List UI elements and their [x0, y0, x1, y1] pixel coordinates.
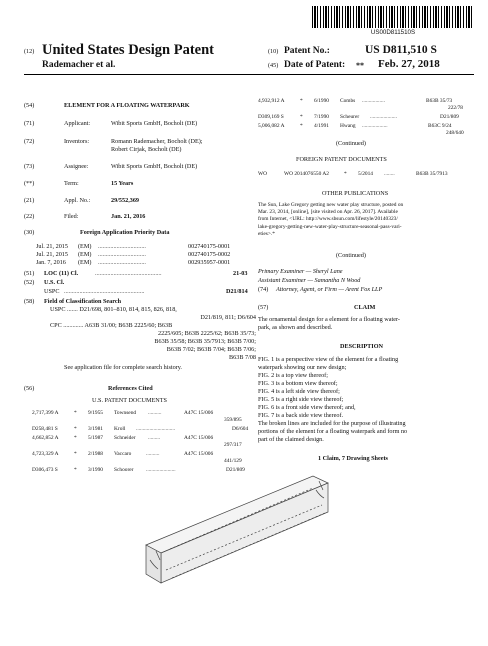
dot-leader: .......... — [148, 410, 162, 416]
ref-number: D309,169 S — [258, 114, 284, 120]
barcode-number: US00D811510S — [370, 29, 416, 36]
patent-no-label: Patent No.: — [284, 46, 330, 56]
ref-date: 2/1988 — [88, 451, 103, 457]
search-line: B63B 7/02; B63B 7/04; B63B 7/06; — [166, 346, 256, 353]
code-57: (57) — [258, 304, 269, 311]
foreign-documents-title: FOREIGN PATENT DOCUMENTS — [296, 156, 387, 163]
ref-name: Townsend — [114, 410, 137, 416]
ref-class-secondary: 441/129 — [224, 458, 242, 464]
claims-summary: 1 Claim, 7 Drawing Sheets — [318, 455, 388, 462]
kind-code-12: (12) — [24, 48, 35, 55]
code-51: (51) — [24, 270, 35, 277]
priority-row — [36, 251, 256, 259]
priority-date: Jan. 7, 2016 — [36, 259, 66, 266]
description-line: portions of the element for a floating waterpark and form no — [258, 428, 408, 435]
ref-date: 3/1981 — [88, 426, 103, 432]
ref-class: A47C 15/006 — [184, 435, 214, 441]
priority-list — [36, 243, 256, 267]
ref-class: A47C 15/006 — [184, 410, 214, 416]
priority-office: (EM) — [78, 259, 92, 266]
dot-leader: ................... — [362, 123, 388, 129]
foreign-office: WO — [258, 171, 267, 177]
ref-star: * — [74, 426, 77, 432]
barcode — [312, 6, 474, 28]
ref-number: 4,662,852 A — [32, 435, 59, 441]
reference-row — [258, 114, 470, 123]
assistant-examiner: Assistant Examiner — Samantha N Wood — [258, 277, 361, 284]
ref-class: D21/809 — [440, 114, 459, 120]
dot-leader: .................................................... — [64, 288, 145, 295]
ref-class: D21/809 — [226, 467, 245, 473]
description-text — [258, 356, 474, 444]
code-30: (30) — [24, 229, 35, 236]
ref-date: 9/1955 — [88, 410, 103, 416]
description-line: FIG. 7 is a back side view thereof. — [258, 412, 344, 419]
ref-number: 2,717,399 A — [32, 410, 59, 416]
ref-class-secondary: 248/640 — [446, 130, 464, 136]
reference-row — [32, 451, 258, 467]
us-references-left — [32, 410, 258, 476]
dot-leader: ............................... — [98, 243, 146, 250]
code-58: (58) — [24, 298, 35, 305]
ref-date: 5/1987 — [88, 435, 103, 441]
priority-row — [36, 243, 256, 251]
us-references-right — [258, 98, 470, 139]
claim-line: park, as shown and described. — [258, 324, 333, 331]
description-line: waterpark showing our new design; — [258, 364, 347, 371]
patent-type-title: United States Design Patent — [42, 42, 214, 58]
ref-name: Schoorer — [114, 467, 134, 473]
attorney: Attorney, Agent, or Firm — Arent Fox LLP — [276, 286, 383, 293]
applicant-value: Wibit Sports GmbH, Bocholt (DE) — [111, 120, 198, 127]
description-line: part of the claimed design. — [258, 436, 324, 443]
ref-number: 4,723,329 A — [32, 451, 59, 457]
ref-star: * — [300, 123, 303, 129]
reference-row — [258, 123, 470, 139]
foreign-reference-row — [258, 171, 470, 180]
dot-leader: .................... — [370, 114, 397, 120]
other-publications-text — [258, 202, 472, 238]
code-52: (52) — [24, 279, 35, 286]
ref-number: 4,932,912 A — [258, 98, 285, 104]
priority-number: 002740175-0001 — [188, 243, 231, 250]
priority-office: (EM) — [78, 251, 92, 258]
description-line: FIG. 6 is a front side view thereof; and, — [258, 404, 356, 411]
ref-class: B63C 9/24 — [428, 123, 452, 129]
loc-label: LOC (11) Cl. — [44, 270, 79, 277]
inventor-2: Robert Cirjak, Bocholt (DE) — [111, 146, 182, 153]
foreign-number: WO 2014076550 A2 — [284, 171, 329, 177]
continued-label: (Continued) — [336, 252, 366, 259]
references-title: References Cited — [108, 385, 153, 392]
dot-leader: ............................... — [98, 251, 146, 258]
ref-date: 3/1990 — [88, 467, 103, 473]
dot-leader: ...................... — [146, 467, 176, 473]
search-line: USPC ....... D21/698, 801–810, 814, 815, 826, 818, — [50, 306, 177, 313]
term-stars: ** — [356, 61, 364, 70]
priority-date: Jul. 21, 2015 — [36, 251, 68, 258]
field-of-search-label: Field of Classification Search — [44, 298, 122, 305]
appl-no-value: 29/552,369 — [111, 197, 140, 204]
term-value: 15 Years — [111, 180, 134, 187]
ref-class-secondary: 297/317 — [224, 442, 242, 448]
assignee-value: Wibit Sports GmbH, Bocholt (DE) — [111, 163, 198, 170]
description-line: FIG. 2 is a top view thereof; — [258, 372, 328, 379]
description-line: FIG. 1 is a perspective view of the element for a floating — [258, 356, 399, 363]
code-74: (74) — [258, 286, 269, 293]
ref-name: Vaccaro — [114, 451, 132, 457]
ref-star: * — [74, 410, 77, 416]
search-line: 2225/605; B63B 2225/62; B63B 35/73; — [158, 330, 256, 337]
description-line: FIG. 5 is a right side view thereof; — [258, 396, 344, 403]
dot-leader: ............................... — [98, 259, 146, 266]
reference-row — [32, 435, 258, 451]
inventors-label: Inventors: — [64, 138, 90, 145]
code-72: (72) — [24, 138, 35, 145]
ref-star: * — [74, 435, 77, 441]
code-21: (21) — [24, 197, 35, 204]
claim-text — [258, 316, 474, 332]
reference-row — [32, 467, 258, 476]
ref-number: D258,481 S — [32, 426, 58, 432]
ref-star: * — [300, 98, 303, 104]
foreign-class: B63B 35/7913 — [416, 171, 448, 177]
applicant-label: Applicant: — [64, 120, 91, 127]
priority-date: Jul. 21, 2015 — [36, 243, 68, 250]
us-cl-label: U.S. Cl. — [44, 279, 65, 286]
code-45: (45) — [268, 62, 279, 69]
priority-number: 002740175-0002 — [188, 251, 231, 258]
publication-line: lake-gregory-getting-new-water-play-structure-seasonal-pass-vari- — [258, 223, 402, 230]
code-73: (73) — [24, 163, 35, 170]
dot-leader: ............................. — [136, 426, 176, 432]
inventor-1: Romann Rademacher, Bocholt (DE); — [111, 138, 203, 145]
dot-leader: ................. — [362, 98, 385, 104]
date-of-patent-label: Date of Patent: — [284, 60, 346, 70]
description-line: FIG. 4 is a left side view thereof; — [258, 388, 340, 395]
claim-line: The ornamental design for a element for a floating water- — [258, 316, 400, 323]
publication-line: Mar. 23, 2014, [online], [site visited on Apr. 26, 2017]. Available — [258, 209, 398, 216]
code-71: (71) — [24, 120, 35, 127]
ref-name: Hwang — [340, 123, 356, 129]
us-cl-value: D21/814 — [226, 288, 248, 295]
filed-value: Jan. 21, 2016 — [111, 213, 146, 220]
title-of-design: ELEMENT FOR A FLOATING WATERPARK — [64, 102, 190, 109]
assignee-label: Assignee: — [64, 163, 89, 170]
appl-no-label: Appl. No.: — [64, 197, 91, 204]
filed-label: Filed: — [64, 213, 79, 220]
ref-star: * — [74, 451, 77, 457]
priority-number: 002935957-0001 — [188, 259, 231, 266]
dot-leader: ........ — [384, 171, 395, 177]
ref-star: * — [74, 467, 77, 473]
ref-class-secondary: 222/78 — [448, 105, 463, 111]
ref-class: B63B 35/73 — [426, 98, 453, 104]
ref-class-secondary: 359/895 — [224, 417, 242, 423]
reference-row — [32, 426, 258, 435]
header-rule — [24, 74, 474, 75]
description-line: FIG. 3 is a bottom view thereof; — [258, 380, 338, 387]
code-22: (22) — [24, 213, 35, 220]
code-56: (56) — [24, 385, 35, 392]
patent-number: US D811,510 S — [365, 44, 437, 56]
search-line: B63B 7/08 — [229, 354, 256, 361]
priority-title: Foreign Application Priority Data — [80, 229, 170, 236]
inventor-short: Rademacher et al. — [42, 60, 116, 70]
field-of-search-lines — [50, 306, 256, 362]
search-line: B63B 35/58; B63B 35/7913; B63B 7/00; — [154, 338, 256, 345]
primary-examiner: Primary Examiner — Sheryl Lane — [258, 268, 343, 275]
ref-name: Kroll — [114, 426, 126, 432]
search-history-note: See application file for complete search history. — [64, 364, 182, 371]
ref-date: 4/1991 — [314, 123, 329, 129]
reference-row — [258, 98, 470, 114]
continued-label: (Continued) — [336, 140, 366, 147]
ref-class: D6/604 — [232, 426, 249, 432]
date-of-patent: Feb. 27, 2018 — [378, 58, 440, 70]
ref-date: 6/1990 — [314, 98, 329, 104]
ref-number: 5,006,082 A — [258, 123, 285, 129]
term-label: Term: — [64, 180, 79, 187]
ref-number: D306,473 S — [32, 467, 58, 473]
publication-line: The Sun, Lake Gregory getting new water play structure, posted on — [258, 202, 404, 208]
priority-row — [36, 259, 256, 267]
priority-office: (EM) — [78, 243, 92, 250]
foreign-date: 5/2014 — [358, 171, 373, 177]
publication-line: eties>.* — [258, 230, 275, 237]
description-title: DESCRIPTION — [340, 343, 383, 350]
ref-name: Scheurer — [340, 114, 360, 120]
search-line: D21/819, 811; D6/604 — [200, 314, 256, 321]
search-line: CPC ............. A63B 31/00; B63B 2225/60; B63B — [50, 322, 173, 329]
uspc-label: USPC — [44, 288, 60, 295]
reference-row — [32, 410, 258, 426]
dot-leader: .......... — [146, 451, 160, 457]
other-publications-title: OTHER PUBLICATIONS — [322, 190, 389, 197]
ref-date: 7/1990 — [314, 114, 329, 120]
ref-class: A47C 15/006 — [184, 451, 214, 457]
us-patent-documents-title: U.S. PATENT DOCUMENTS — [92, 397, 167, 404]
claim-title: CLAIM — [354, 304, 376, 311]
ref-name: Combs — [340, 98, 356, 104]
loc-value: 21-03 — [233, 270, 248, 277]
ref-star: * — [300, 114, 303, 120]
ref-name: Schneider — [114, 435, 136, 441]
description-line: The broken lines are included for the purpose of illustrating — [258, 420, 406, 427]
publication-line: from Internet, <URL: http://www.sbsun.com/lifestyle/20140323/ — [258, 216, 398, 223]
dot-leader: ......... — [148, 435, 161, 441]
foreign-star: * — [344, 171, 347, 177]
code-54: (54) — [24, 102, 35, 109]
code-10: (10) — [268, 48, 279, 55]
code-term: (**) — [24, 180, 35, 187]
dot-leader: ........................................... — [95, 270, 162, 277]
